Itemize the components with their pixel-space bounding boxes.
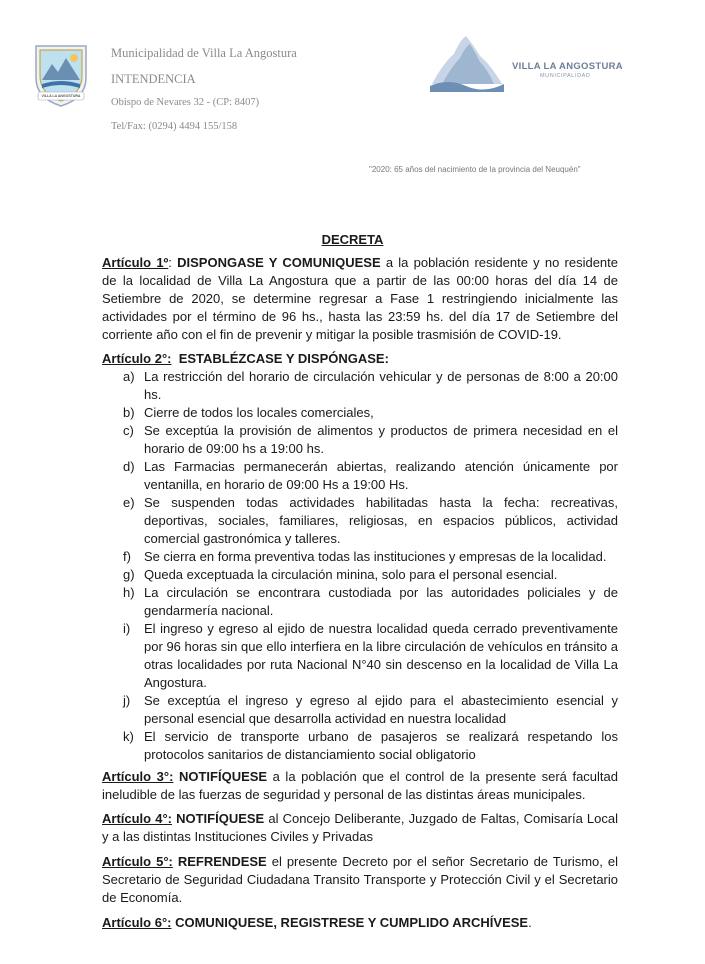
article-4-text: al Concejo Deliberante, Juzgado de Faltas, Comisaría Local y a las distintas Instituciones Civiles y Privadas bbox=[102, 811, 619, 844]
article-4-action: NOTIFÍQUESE bbox=[172, 811, 265, 826]
article-1 bbox=[102, 254, 618, 344]
article-3-text: a la población que el control de la presente será facultad ineludible de las fuerzas de seguridad y personal de las distintas áreas municipales. bbox=[102, 769, 618, 802]
list-item bbox=[102, 620, 618, 692]
item-text: La circulación se encontrara custodiada por las autoridades policiales y de gendarmería nacional. bbox=[144, 585, 618, 618]
item-marker: k) bbox=[123, 729, 134, 744]
article-3 bbox=[102, 768, 618, 804]
article-4-label: Artículo 4°: bbox=[102, 811, 172, 826]
item-text: Queda exceptuada la circulación minina, solo para el personal esencial. bbox=[144, 567, 558, 582]
item-marker: c) bbox=[123, 423, 134, 438]
logo-title: VILLA LA ANGOSTURA bbox=[512, 61, 623, 72]
article-1-label: Artículo 1º bbox=[102, 255, 169, 270]
item-marker: g) bbox=[123, 567, 135, 582]
article-6-label: Artículo 6°: bbox=[102, 915, 172, 930]
article-4 bbox=[102, 810, 618, 846]
item-text: El ingreso y egreso al ejido de nuestra localidad queda cerrado preventivamente por 96 horas sin que ello interfiera en la libre circulación de vehículos en tránsito a otras localidades por ruta Nacional N°40 sin descenso en la localidad de Villa La Angostura. bbox=[144, 621, 618, 690]
article-2-label: Artículo 2°: bbox=[102, 351, 172, 366]
article-5-text: el presente Decreto por el señor Secretario de Turismo, el Secretario de Seguridad Ciudadana Transito Transporte y Protección Civil y el Secretario de Economía. bbox=[102, 854, 618, 905]
list-item bbox=[102, 458, 618, 494]
item-marker: h) bbox=[123, 585, 135, 600]
item-marker: j) bbox=[123, 693, 131, 708]
item-text: Se cierra en forma preventiva todas las instituciones y empresas de la localidad. bbox=[144, 549, 607, 564]
article-3-label: Artículo 3°: bbox=[102, 769, 174, 784]
municipality-name: Municipalidad de Villa La Angostura bbox=[111, 46, 297, 60]
article-6-action: COMUNIQUESE, REGISTRESE Y CUMPLIDO ARCHÍVESE bbox=[171, 915, 529, 930]
list-item bbox=[102, 368, 618, 404]
address: Obispo de Nevares 32 - (CP: 8407) bbox=[111, 97, 260, 108]
item-text: Se exceptúa el ingreso y egreso al ejido para el abastecimiento esencial y personal esencial que desarrolla actividad en nuestra localidad bbox=[144, 693, 618, 726]
list-item bbox=[102, 422, 618, 458]
item-marker: b) bbox=[123, 405, 135, 420]
seal-text: VILLA LA ANGOSTURA bbox=[41, 94, 81, 98]
item-text: Cierre de todos los locales comerciales, bbox=[144, 405, 374, 420]
article-5-label: Artículo 5°: bbox=[102, 854, 173, 869]
motto: "2020: 65 años del nacimiento de la provincia del Neuquén" bbox=[369, 165, 581, 174]
list-item bbox=[102, 494, 618, 548]
item-text: La restricción del horario de circulación vehicular y de personas de 8:00 a 20:00 hs. bbox=[144, 369, 618, 402]
article-2-action: ESTABLÉZCASE Y DISPÓNGASE: bbox=[171, 351, 389, 366]
phone: Tel/Fax: (0294) 4494 155/158 bbox=[111, 121, 238, 132]
article-1-text: a la población residente y no residente de la localidad de Villa La Angostura que a partir de las 00:00 horas del día 14 de Setiembre de 2020, se determine regresar a Fase 1 restringiendo inicialmente las actividades por el término de 96 hs., hasta las 23:59 hs. del día 17 de Setiembre del corriente año con el fin de prevenir y mitigar la posible trasmisión de COVID-19. bbox=[102, 255, 618, 342]
article-3-action: NOTIFÍQUESE bbox=[173, 769, 268, 784]
article-5-action: REFRENDESE bbox=[172, 854, 267, 869]
item-text: El servicio de transporte urbano de pasajeros se realizará respetando los protocolos sanitarios de distanciamiento social obligatorio bbox=[144, 729, 618, 762]
article-1-separator: : bbox=[168, 255, 178, 270]
item-marker: a) bbox=[123, 369, 135, 384]
item-marker: i) bbox=[123, 621, 131, 636]
list-item bbox=[102, 404, 618, 422]
villa-la-angostura-logo-icon bbox=[428, 32, 506, 92]
list-item bbox=[102, 692, 618, 728]
article-2 bbox=[102, 350, 618, 368]
item-marker: f) bbox=[123, 549, 131, 564]
list-item bbox=[102, 548, 618, 566]
item-text: Las Farmacias permanecerán abiertas, realizando atención únicamente por ventanilla, en horario de 09:00 Hs a 19:00 Hs. bbox=[144, 459, 618, 492]
office-name: INTENDENCIA bbox=[111, 72, 196, 86]
article-5 bbox=[102, 853, 618, 907]
list-item bbox=[102, 584, 618, 620]
item-text: Se exceptúa la provisión de alimentos y productos de primera necesidad en el horario de 09:00 hs a 19:00 hs. bbox=[144, 423, 618, 456]
item-text: Se suspenden todas actividades habilitadas hasta la fecha: recreativas, deportivas, sociales, familiares, religiosas, en espacios públicos, actividad comercial gastronómica y talleres. bbox=[144, 495, 618, 546]
decree-title: DECRETA bbox=[321, 232, 384, 247]
list-item bbox=[102, 728, 618, 764]
article-1-action: DISPONGASE Y COMUNIQUESE bbox=[177, 255, 381, 270]
article-6-text: . bbox=[528, 915, 532, 930]
article-2-list bbox=[102, 368, 618, 764]
logo-subtitle: MUNICIPALIDAD bbox=[540, 73, 591, 79]
item-marker: d) bbox=[123, 459, 135, 474]
item-marker: e) bbox=[123, 495, 135, 510]
list-item bbox=[102, 566, 618, 584]
article-6 bbox=[102, 914, 618, 932]
